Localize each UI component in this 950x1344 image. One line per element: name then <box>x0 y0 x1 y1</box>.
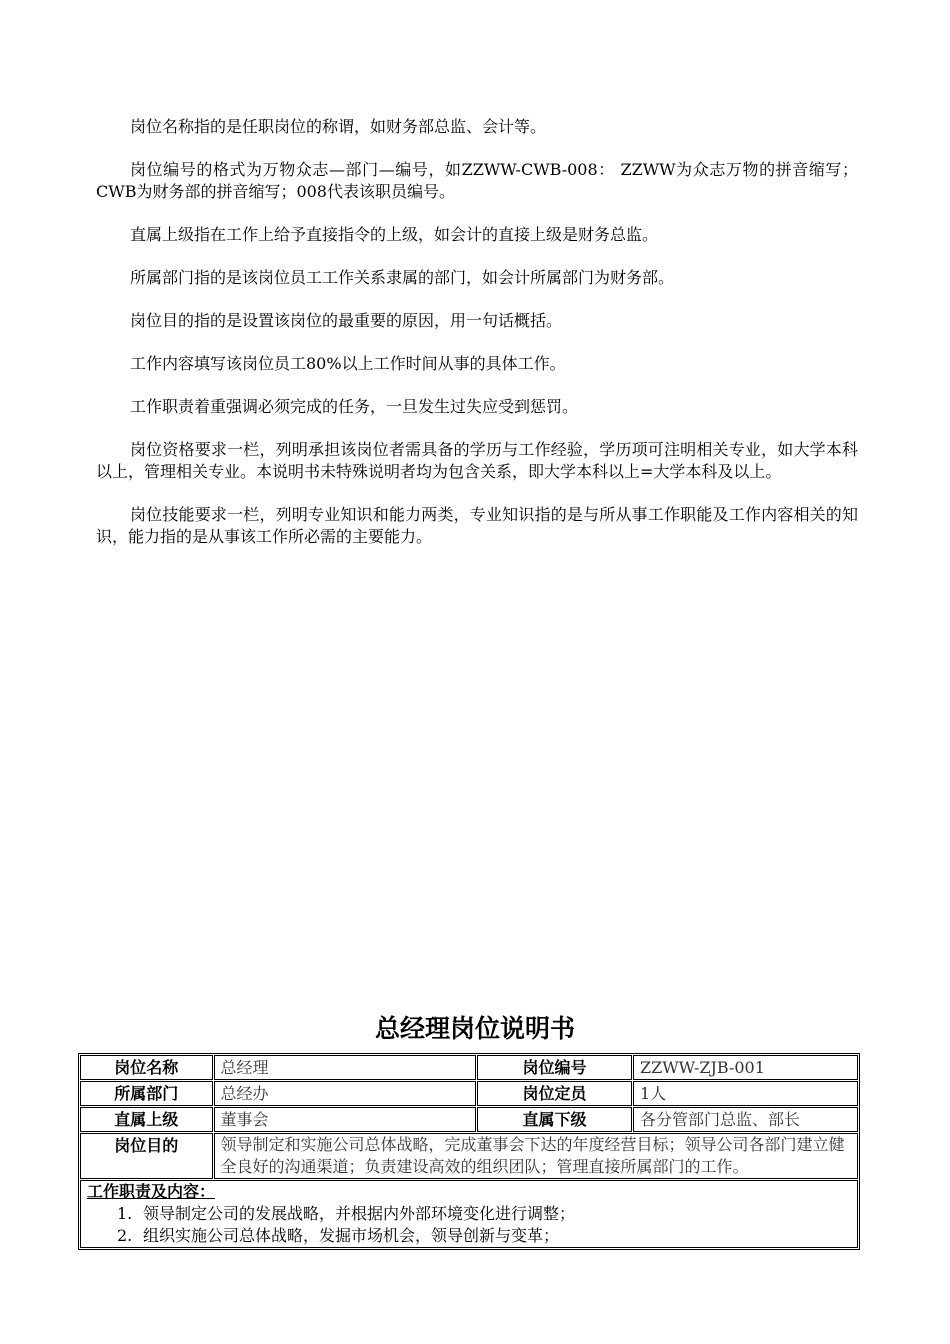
instruction-paragraph: 岗位编号的格式为万物众志—部门—编号，如ZZWW-CWB-008： ZZWW为众志万物的拼音缩写；CWB为财务部的拼音缩写；008代表该职员编号。 <box>96 160 858 201</box>
list-item-number: 2. <box>117 1226 133 1245</box>
duties-heading: 工作职责及内容： <box>87 1182 216 1201</box>
table-row <box>80 1133 858 1179</box>
supervisor-label: 直属上级 <box>80 1107 213 1132</box>
instruction-paragraph: 直属上级指在工作上给予直接指令的上级，如会计的直接上级是财务总监。 <box>130 225 659 244</box>
instruction-paragraph: 岗位目的指的是设置该岗位的最重要的原因，用一句话概括。 <box>130 311 563 330</box>
position-name-label: 岗位名称 <box>80 1055 213 1080</box>
document-title: 总经理岗位说明书 <box>374 1014 575 1043</box>
list-item-number: 1. <box>117 1204 133 1223</box>
duties-cell <box>80 1180 858 1248</box>
instruction-paragraph: 岗位技能要求一栏，列明专业知识和能力两类，专业知识指的是与所从事工作职能及工作内容相关的知识，能力指的是从事该工作所必需的主要能力。 <box>96 505 858 546</box>
list-item <box>87 1203 851 1225</box>
subordinates-value: 各分管部门总监、部长 <box>633 1107 858 1132</box>
department-label: 所属部门 <box>80 1081 213 1106</box>
list-item-text: 领导制定公司的发展战略，并根据内外部环境变化进行调整； <box>143 1204 576 1223</box>
headcount-value: 1人 <box>633 1081 858 1106</box>
subordinates-label: 直属下级 <box>477 1107 632 1132</box>
table-row <box>80 1055 858 1080</box>
instruction-paragraph: 工作内容填写该岗位员工80%以上工作时间从事的具体工作。 <box>130 354 566 373</box>
instruction-paragraph: 工作职责着重强调必须完成的任务，一旦发生过失应受到惩罚。 <box>130 397 579 416</box>
job-description-table <box>78 1053 860 1250</box>
purpose-value: 领导制定和实施公司总体战略，完成董事会下达的年度经营目标；领导公司各部门建立健全良好的沟通渠道；负责建设高效的组织团队；管理直接所属部门的工作。 <box>214 1133 859 1179</box>
department-value: 总经办 <box>214 1081 477 1106</box>
list-item-text: 组织实施公司总体战略，发掘市场机会，领导创新与变革； <box>143 1226 560 1245</box>
position-code-value: ZZWW-ZJB-001 <box>633 1055 858 1080</box>
table-row <box>80 1107 858 1132</box>
position-name-value: 总经理 <box>214 1055 477 1080</box>
headcount-label: 岗位定员 <box>477 1081 632 1106</box>
table-row <box>80 1081 858 1106</box>
instruction-paragraph: 岗位名称指的是任职岗位的称谓，如财务部总监、会计等。 <box>130 117 547 136</box>
list-item <box>87 1225 851 1247</box>
purpose-label: 岗位目的 <box>80 1133 213 1179</box>
instruction-paragraph: 岗位资格要求一栏，列明承担该岗位者需具备的学历与工作经验，学历项可注明相关专业，如大学本科以上，管理相关专业。本说明书未特殊说明者均为包含关系，即大学本科以上=大学本科及以上。 <box>96 440 858 481</box>
instructions-section <box>96 116 858 569</box>
supervisor-value: 董事会 <box>214 1107 477 1132</box>
instruction-paragraph: 所属部门指的是该岗位员工工作关系隶属的部门，如会计所属部门为财务部。 <box>130 268 675 287</box>
position-code-label: 岗位编号 <box>477 1055 632 1080</box>
table-row <box>80 1180 858 1248</box>
